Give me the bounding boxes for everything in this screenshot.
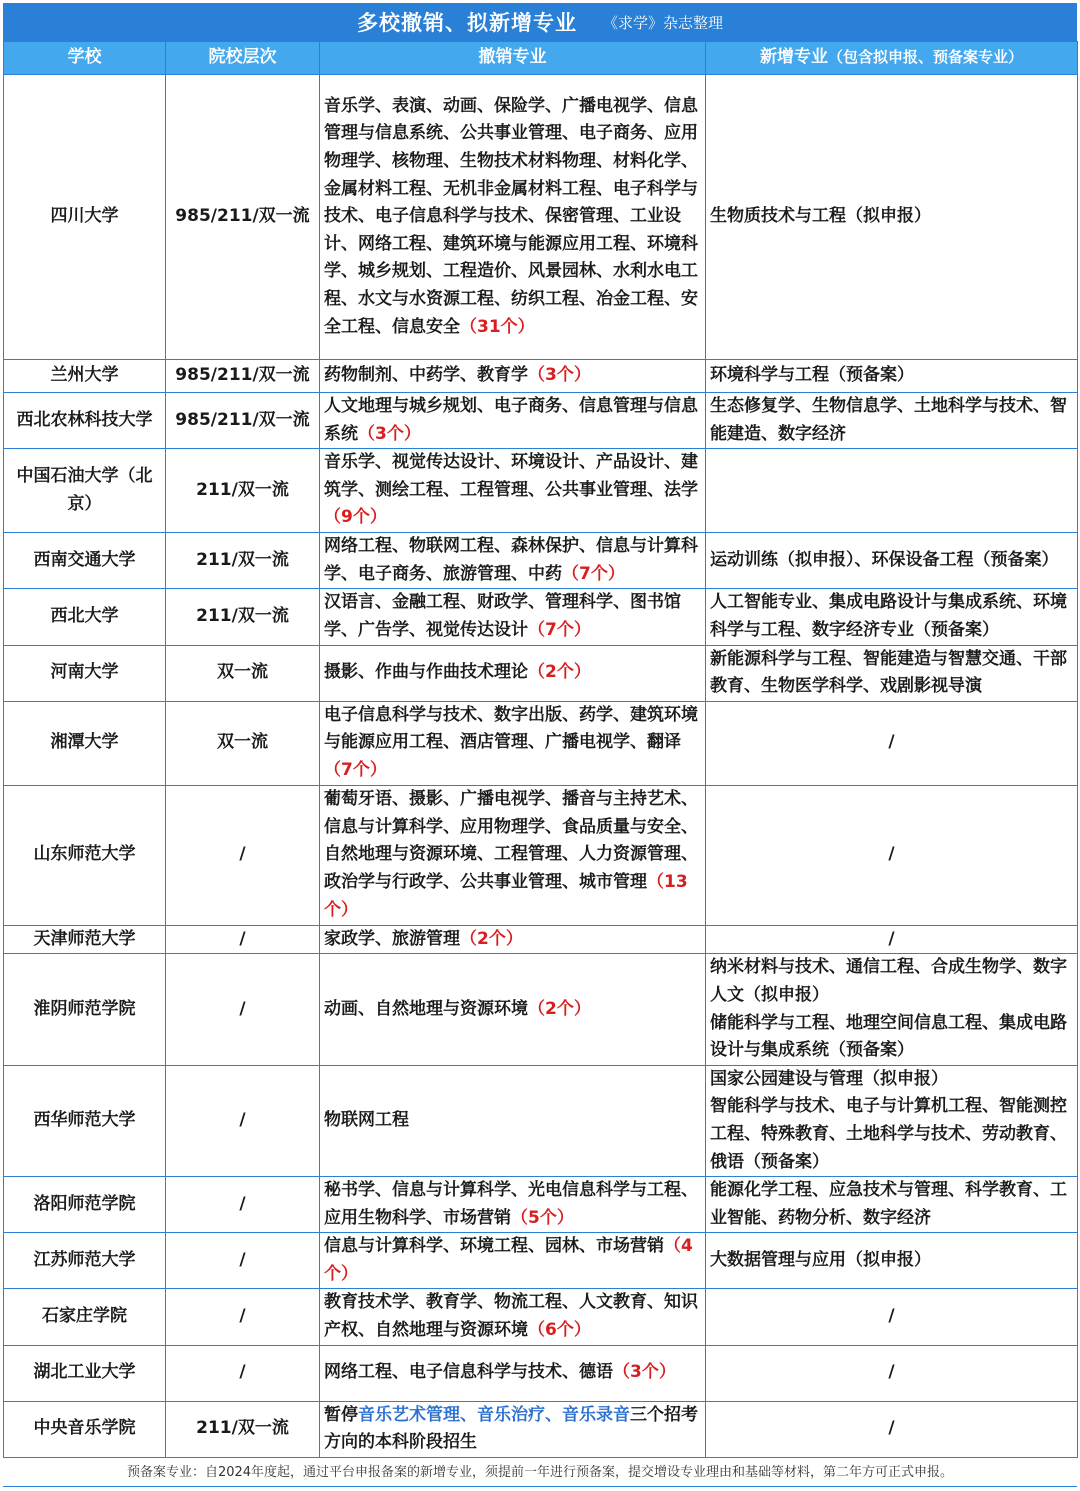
table-row [4, 701, 1078, 785]
removed-text: 物联网工程 [324, 1110, 409, 1131]
added-majors [706, 533, 1078, 589]
removed-majors [320, 393, 706, 449]
table-row [4, 75, 1078, 360]
removed-text: 动画、自然地理与资源环境 [324, 998, 528, 1019]
removed-majors [320, 1065, 706, 1176]
removed-text: 信息与计算科学、环境工程、园林、市场营销 [324, 1236, 664, 1257]
footnote: 预备案专业：自2024年度起，通过平台申报备案的新增专业，须提前一年进行预备案，提交增设专业理由和基础等材料，第二年方可正式申报。 [3, 1460, 1077, 1487]
removed-text: 音乐学、视觉传达设计、环境设计、产品设计、建筑学、测绘工程、工程管理、公共事业管理、法学 [324, 452, 698, 500]
school-name: 中央音乐学院 [4, 1401, 166, 1457]
table-row [4, 925, 1078, 954]
school-name: 中国石油大学（北京） [4, 449, 166, 533]
added-line: 生物质技术与工程（拟申报） [710, 206, 931, 227]
school-level: 双一流 [166, 701, 320, 785]
school-name: 天津师范大学 [4, 925, 166, 954]
removed-majors [320, 954, 706, 1065]
header-school: 学校 [4, 42, 166, 75]
header-added-main: 新增专业 [759, 47, 828, 68]
school-name: 河南大学 [4, 645, 166, 701]
table-row [4, 954, 1078, 1065]
school-level: 211/双一流 [166, 589, 320, 645]
removed-majors [320, 449, 706, 533]
school-name: 湖北工业大学 [4, 1345, 166, 1401]
school-name: 湘潭大学 [4, 701, 166, 785]
removed-majors [320, 925, 706, 954]
header-row [4, 42, 1078, 75]
removed-count: （13个） [324, 872, 688, 920]
removed-text: 电子信息科学与技术、数字出版、药学、建筑环境与能源应用工程、酒店管理、广播电视学、翻译 [324, 704, 698, 753]
school-level: 211/双一流 [166, 533, 320, 589]
school-name: 兰州大学 [4, 360, 166, 393]
added-line: / [888, 1306, 895, 1327]
removed-count: （7个） [528, 619, 591, 640]
removed-count: （3个） [358, 423, 421, 444]
school-level: / [166, 1065, 320, 1176]
removed-count: （3个） [613, 1362, 676, 1383]
school-name: 江苏师范大学 [4, 1233, 166, 1289]
school-name: 西北农林科技大学 [4, 393, 166, 449]
removed-count: （2个） [460, 928, 523, 949]
removed-text: 药物制剂、中药学、教育学 [324, 365, 528, 386]
table-row [4, 393, 1078, 449]
removed-majors [320, 75, 706, 360]
removed-text: 音乐学、表演、动画、保险学、广播电视学、信息管理与信息系统、公共事业管理、电子商务、应用物理学、核物理、生物技术材料物理、材料化学、金属材料工程、无机非金属材料工程、电子科学与技术、电子信息科学与技术、保密管理、工业设计、网络工程、建筑环境与能源应用工程、环境科学、城乡规划、工程造价、风景园林、水利水电工程、水文与水资源工程、纺织工程、冶金工程、安全工程、信息安全 [324, 95, 698, 337]
removed-text: 汉语言、金融工程、财政学、管理科学、图书馆学、广告学、视觉传达设计 [324, 592, 681, 640]
removed-highlight: 音乐艺术管理、音乐治疗、音乐录音 [358, 1404, 630, 1425]
added-line: 大数据管理与应用（拟申报） [710, 1250, 931, 1271]
removed-majors [320, 360, 706, 393]
removed-majors [320, 1177, 706, 1233]
school-name: 西北大学 [4, 589, 166, 645]
removed-count: （4个） [324, 1236, 693, 1284]
added-line: 储能科学与工程、地理空间信息工程、集成电路设计与集成系统（预备案） [710, 1012, 1067, 1061]
added-majors [706, 75, 1078, 360]
removed-majors [320, 1401, 706, 1457]
table-row [4, 589, 1078, 645]
table-row [4, 1401, 1078, 1457]
table-body [4, 75, 1078, 1458]
added-line: / [888, 1418, 895, 1439]
removed-text: 网络工程、电子信息科学与技术、德语 [324, 1362, 613, 1383]
added-line: / [888, 1362, 895, 1383]
table-row [4, 645, 1078, 701]
removed-count: （9个） [324, 507, 387, 528]
page-title: 多校撤销、拟新增专业 [356, 11, 577, 35]
school-level: / [166, 1177, 320, 1233]
school-level: 211/双一流 [166, 1401, 320, 1457]
removed-count: （3个） [528, 365, 591, 386]
table-row [4, 449, 1078, 533]
removed-majors [320, 645, 706, 701]
added-majors [706, 360, 1078, 393]
added-line: 环境科学与工程（预备案） [710, 365, 914, 386]
removed-majors [320, 701, 706, 785]
table-row [4, 1289, 1078, 1345]
added-majors [706, 449, 1078, 533]
school-level: / [166, 1233, 320, 1289]
added-line: 纳米材料与技术、通信工程、合成生物学、数字人文（拟申报） [710, 957, 1067, 1005]
added-majors [706, 1289, 1078, 1345]
header-added [706, 42, 1078, 75]
school-name: 洛阳师范学院 [4, 1177, 166, 1233]
removed-majors [320, 785, 706, 925]
removed-count: （2个） [528, 998, 591, 1019]
school-level: 985/211/双一流 [166, 360, 320, 393]
school-level: 双一流 [166, 645, 320, 701]
removed-text: 秘书学、信息与计算科学、光电信息科学与工程、应用生物科学、市场营销 [324, 1180, 698, 1228]
added-majors [706, 925, 1078, 954]
school-name: 石家庄学院 [4, 1289, 166, 1345]
added-majors [706, 701, 1078, 785]
added-majors [706, 1177, 1078, 1233]
school-level: / [166, 925, 320, 954]
added-majors [706, 589, 1078, 645]
school-level: / [166, 1345, 320, 1401]
removed-majors [320, 1289, 706, 1345]
school-name: 山东师范大学 [4, 785, 166, 925]
added-majors [706, 645, 1078, 701]
added-line: 运动训练（拟申报）、环保设备工程（预备案） [710, 549, 1059, 570]
removed-count: （2个） [528, 662, 591, 683]
source-label: 《求学》杂志整理 [602, 13, 723, 32]
school-level: / [166, 954, 320, 1065]
removed-majors [320, 1233, 706, 1289]
removed-count: （5个） [511, 1207, 574, 1228]
added-line: 人工智能专业、集成电路设计与集成系统、环境科学与工程、数字经济专业（预备案） [710, 592, 1067, 640]
table-row [4, 1345, 1078, 1401]
removed-text: 摄影、作曲与作曲技术理论 [324, 662, 528, 683]
added-majors [706, 1065, 1078, 1176]
table-row [4, 785, 1078, 925]
school-level: / [166, 1289, 320, 1345]
added-majors [706, 785, 1078, 925]
school-level: 985/211/双一流 [166, 75, 320, 360]
removed-count: （31个） [460, 316, 535, 337]
added-line: / [888, 732, 895, 753]
added-line: / [888, 928, 895, 949]
header-added-hint: （包含拟申报、预备案专业） [827, 48, 1023, 67]
school-level: 211/双一流 [166, 449, 320, 533]
majors-table [3, 41, 1078, 1458]
added-line: 能源化学工程、应急技术与管理、科学教育、工业智能、药物分析、数字经济 [710, 1180, 1067, 1228]
removed-count: （7个） [324, 760, 387, 781]
school-level: 985/211/双一流 [166, 393, 320, 449]
added-line: 智能科学与技术、电子与计算机工程、智能测控工程、特殊教育、土地科学与技术、劳动教育、俄语（预备案） [710, 1096, 1067, 1172]
added-line: 新能源科学与工程、智能建造与智慧交通、干部教育、生物医学科学、戏剧影视导演 [710, 648, 1067, 697]
removed-count: （7个） [562, 563, 625, 584]
table-row [4, 1177, 1078, 1233]
added-majors [706, 1233, 1078, 1289]
header-level: 院校层次 [166, 42, 320, 75]
added-majors [706, 393, 1078, 449]
removed-majors [320, 533, 706, 589]
removed-majors [320, 589, 706, 645]
added-majors [706, 954, 1078, 1065]
school-name: 四川大学 [4, 75, 166, 360]
removed-text: 家政学、旅游管理 [324, 928, 460, 949]
table-row [4, 360, 1078, 393]
added-majors [706, 1401, 1078, 1457]
table-row [4, 1233, 1078, 1289]
table-row [4, 1065, 1078, 1176]
table-title-bar [3, 3, 1077, 41]
added-majors [706, 1345, 1078, 1401]
removed-text: 网络工程、物联网工程、森林保护、信息与计算科学、电子商务、旅游管理、中药 [324, 536, 698, 584]
school-name: 西南交通大学 [4, 533, 166, 589]
removed-text: 葡萄牙语、摄影、广播电视学、播音与主持艺术、信息与计算科学、应用物理学、食品质量与安全、自然地理与资源环境、工程管理、人力资源管理、政治学与行政学、公共事业管理、城市管理 [324, 789, 698, 893]
school-level: / [166, 785, 320, 925]
removed-text: 人文地理与城乡规划、电子商务、信息管理与信息系统 [324, 396, 698, 444]
table-row [4, 533, 1078, 589]
added-line: 国家公园建设与管理（拟申报） [710, 1068, 948, 1089]
removed-count: （6个） [528, 1320, 591, 1341]
header-removed: 撤销专业 [320, 42, 706, 75]
removed-text: 暂停 [324, 1404, 358, 1425]
added-line: / [888, 844, 895, 865]
removed-text: 三个招考方向的本科阶段招生 [324, 1404, 698, 1453]
school-name: 淮阴师范学院 [4, 954, 166, 1065]
added-line: 生态修复学、生物信息学、土地科学与技术、智能建造、数字经济 [710, 396, 1067, 444]
removed-majors [320, 1345, 706, 1401]
school-name: 西华师范大学 [4, 1065, 166, 1176]
removed-text: 教育技术学、教育学、物流工程、人文教育、知识产权、自然地理与资源环境 [324, 1292, 698, 1341]
